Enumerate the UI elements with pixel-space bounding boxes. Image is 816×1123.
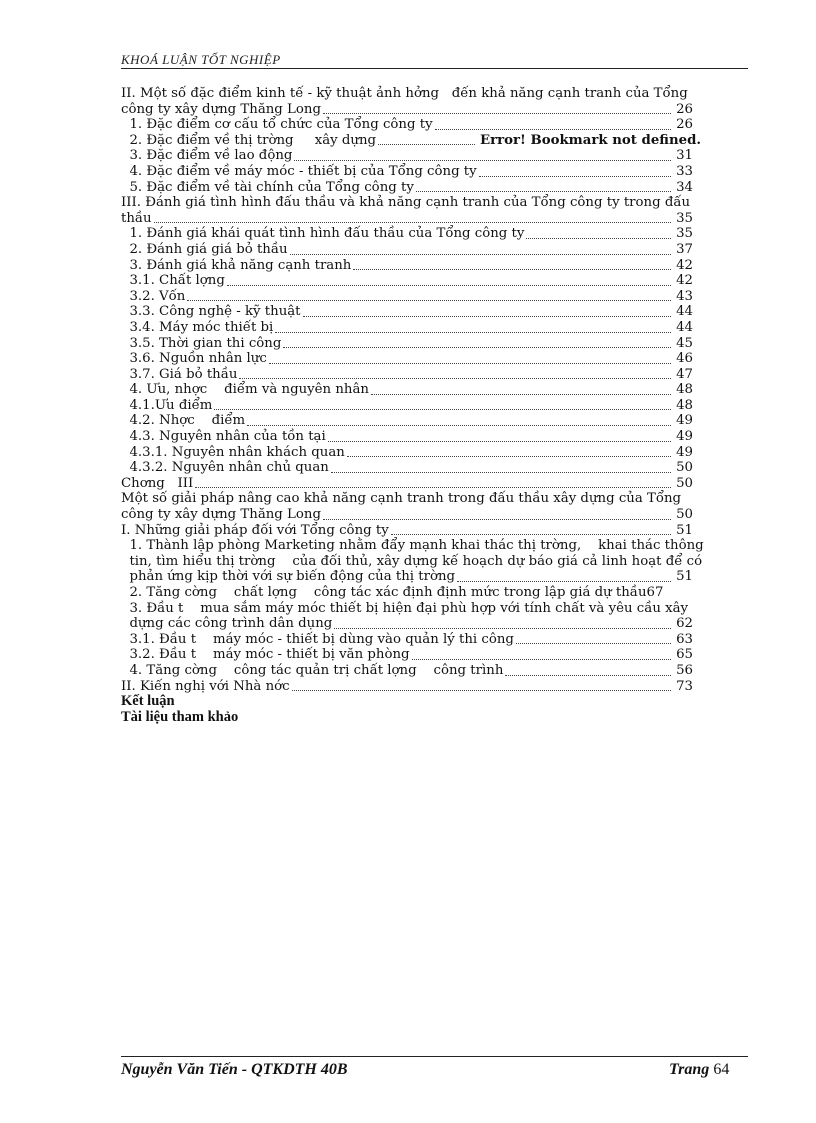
toc-leader-dots	[239, 378, 671, 379]
toc-conclusion[interactable]: Kết luận	[121, 693, 175, 710]
toc-entry-text: 1. Đặc điểm cơ cấu tổ chức của Tổng công ty	[121, 117, 433, 133]
toc-page-number: 49	[673, 429, 693, 445]
toc-entry-text: 4.3.2. Nguyên nhân chủ quan	[121, 460, 329, 476]
toc-entry[interactable]	[121, 289, 741, 305]
toc-leader-dots	[371, 394, 671, 395]
toc-entry[interactable]	[121, 398, 741, 414]
toc-page-number: 34	[673, 180, 693, 196]
toc-entry[interactable]	[121, 445, 741, 461]
toc-entry[interactable]	[121, 86, 741, 102]
toc-leader-dots	[187, 300, 671, 301]
footer-author: Nguyễn Văn Tiến - QTKDTH 40B	[121, 1061, 348, 1078]
toc-leader-dots	[505, 675, 671, 676]
toc-entry[interactable]	[121, 320, 741, 336]
toc-entry[interactable]	[121, 476, 741, 492]
toc-entry-text: dựng các công trình dân dụng	[121, 616, 333, 632]
toc-entry-text: 4. Đặc điểm về máy móc - thiết bị của Tổng công ty	[121, 163, 477, 179]
toc-entry[interactable]	[121, 367, 741, 383]
footer-page-label: Trang	[669, 1061, 710, 1078]
toc-references[interactable]: Tài liệu tham khảo	[121, 708, 239, 725]
toc-page-number: 62	[673, 616, 693, 632]
toc-entry[interactable]	[121, 616, 741, 632]
toc-entry-text: công ty xây dựng Thăng Long	[121, 507, 321, 523]
toc-entry[interactable]	[121, 102, 741, 118]
toc-entry-text: 4.1.Ưu điểm	[121, 397, 213, 413]
toc-leader-dots	[334, 628, 671, 629]
toc-page-number: 51	[673, 523, 693, 539]
toc-entry[interactable]	[121, 632, 741, 648]
toc-entry[interactable]	[121, 554, 741, 570]
toc-entry[interactable]	[121, 304, 741, 320]
toc-leader-dots	[479, 176, 671, 177]
toc-entry-text: 4. Ưu, nhợc điểm và nguyên nhân	[121, 382, 369, 398]
toc-entry-text: tin, tìm hiểu thị trờng của đối thủ, xây dựng kế hoạch dự báo giá cả linh hoạt để có	[121, 553, 703, 569]
toc-page-number: 45	[673, 336, 693, 352]
toc-leader-dots	[416, 191, 671, 192]
toc-entry[interactable]	[121, 195, 741, 211]
toc-entry[interactable]	[121, 601, 741, 617]
toc-entry-text: 3.3. Công nghệ - kỹ thuật	[121, 304, 301, 320]
toc-page-number: 31	[673, 148, 693, 164]
toc-leader-dots	[214, 409, 671, 410]
toc-leader-dots	[292, 690, 671, 691]
toc-entry[interactable]	[121, 180, 741, 196]
toc-entry-text: 4.2. Nhợc điểm	[121, 413, 246, 429]
toc-entry[interactable]	[121, 491, 741, 507]
toc-entry-text: công ty xây dựng Thăng Long	[121, 101, 321, 117]
toc-leader-dots	[526, 238, 671, 239]
toc-entry-text: 3.5. Thời gian thi công	[121, 335, 282, 351]
toc-page-number: 46	[673, 351, 693, 367]
toc-entry-text: 4.3.1. Nguyên nhân khách quan	[121, 444, 345, 460]
toc-page-number: 43	[673, 289, 693, 305]
toc-leader-dots	[435, 129, 671, 130]
toc-entry-text: II. Một số đặc điểm kinh tế - kỹ thuật ảnh hởng đến khả năng cạnh tranh của Tổng	[121, 86, 688, 101]
toc-leader-dots	[154, 222, 671, 223]
toc-page-number: 35	[673, 211, 693, 227]
toc-page-number: 50	[673, 460, 693, 476]
toc-page-number: 33	[673, 164, 693, 180]
toc-entry-text: 1. Đánh giá khái quát tình hình đấu thầu của Tổng công ty	[121, 226, 525, 242]
toc-entry-text: 3. Đánh giá khả năng cạnh tranh	[121, 257, 352, 273]
toc-leader-dots	[195, 487, 671, 488]
toc-page-number: 48	[673, 382, 693, 398]
toc-leader-dots	[353, 269, 671, 270]
toc-leader-dots	[247, 425, 671, 426]
toc-leader-dots	[323, 113, 671, 114]
toc-leader-dots	[290, 254, 671, 255]
toc-page-number: 42	[673, 258, 693, 274]
toc-entry[interactable]	[121, 336, 741, 352]
toc-entry[interactable]	[121, 538, 741, 554]
toc-entry-text: 5. Đặc điểm về tài chính của Tổng công ty	[121, 179, 414, 195]
toc-leader-dots	[269, 363, 671, 364]
toc-entry[interactable]	[121, 679, 741, 695]
toc-entry-text: 3. Đầu t mua sắm máy móc thiết bị hiện đại phù hợp với tính chất và yêu cầu xây	[121, 600, 689, 616]
toc-leader-dots	[378, 144, 475, 145]
toc-entry-text: 3.6. Nguồn nhân lực	[121, 351, 267, 367]
toc-entry[interactable]	[121, 164, 741, 180]
toc-entry-text: 2. Tăng cờng chất lợng công tác xác định định mức trong lập giá dự thầu67	[121, 585, 664, 600]
footer-page-number: 64	[713, 1061, 730, 1078]
toc-entry[interactable]	[121, 507, 741, 523]
toc-entry-text: III. Đánh giá tình hình đấu thầu và khả năng cạnh tranh của Tổng công ty trong đấu	[121, 195, 691, 211]
toc-page-number: 49	[673, 445, 693, 461]
toc-leader-dots	[227, 285, 671, 286]
header-divider	[121, 68, 748, 69]
toc-entry-text: thầu	[121, 210, 152, 226]
toc-leader-dots	[516, 643, 671, 644]
toc-entry-text: 2. Đánh giá giá bỏ thầu	[121, 241, 288, 257]
toc-entry-text: 3.2. Vốn	[121, 288, 186, 304]
toc-entry-text: 3.1. Đầu t máy móc - thiết bị dùng vào quản lý thi công	[121, 631, 514, 647]
table-of-contents	[121, 86, 741, 725]
footer-page	[669, 1061, 729, 1079]
toc-page-number: 35	[673, 226, 693, 242]
toc-entry[interactable]	[121, 117, 741, 133]
toc-page-number: 65	[673, 647, 693, 663]
toc-page-number: 51	[673, 569, 693, 585]
toc-leader-dots	[283, 347, 671, 348]
toc-page-number: 37	[673, 242, 693, 258]
toc-entry[interactable]	[121, 647, 741, 663]
toc-entry[interactable]	[121, 429, 741, 445]
toc-entry[interactable]	[121, 133, 741, 149]
toc-page-number: 26	[673, 117, 693, 133]
toc-page-number: 50	[673, 476, 693, 492]
toc-entry[interactable]	[121, 351, 741, 367]
toc-entry[interactable]	[121, 585, 741, 601]
toc-entry-text: 1. Thành lập phòng Marketing nhằm đẩy mạnh khai thác thị trờng, khai thác thông	[121, 538, 704, 554]
toc-entry[interactable]	[121, 523, 741, 539]
toc-entry[interactable]	[121, 273, 741, 289]
toc-page-number: 56	[673, 663, 693, 679]
toc-entry-text: 3.1. Chất lợng	[121, 273, 225, 289]
toc-leader-dots	[275, 332, 671, 333]
toc-leader-dots	[294, 160, 671, 161]
toc-entry-text: 4.3. Nguyên nhân của tồn tại	[121, 429, 326, 445]
toc-page-number: 42	[673, 273, 693, 289]
toc-entry[interactable]	[121, 211, 741, 227]
toc-page-number: 73	[673, 679, 693, 695]
toc-page-number: 48	[673, 398, 693, 414]
toc-entry[interactable]	[121, 148, 741, 164]
toc-page-number: 44	[673, 320, 693, 336]
toc-page-number: 50	[673, 507, 693, 523]
toc-bookmark-error: Error! Bookmark not defined.	[477, 133, 701, 149]
toc-leader-dots	[303, 316, 671, 317]
toc-entry[interactable]	[121, 258, 741, 274]
footer-divider	[121, 1056, 748, 1057]
toc-page-number: 47	[673, 367, 693, 383]
toc-entry[interactable]	[121, 569, 741, 585]
toc-leader-dots	[331, 472, 671, 473]
toc-entry-text: phản ứng kịp thời với sự biến động của thị trờng	[121, 569, 456, 585]
toc-entry[interactable]	[121, 460, 741, 476]
toc-leader-dots	[328, 441, 671, 442]
toc-entry[interactable]	[121, 226, 741, 242]
toc-entry[interactable]	[121, 663, 741, 679]
toc-entry-text: II. Kiến nghị với Nhà nớc	[121, 678, 290, 694]
toc-leader-dots	[323, 519, 671, 520]
toc-entry-text: I. Những giải pháp đối với Tổng công ty	[121, 522, 389, 538]
toc-leader-dots	[457, 581, 671, 582]
page-header: KHOÁ LUẬN TỐT NGHIỆP	[121, 52, 281, 67]
toc-leader-dots	[391, 534, 671, 535]
toc-entry-text: 4. Tăng cờng công tác quản trị chất lợng công trình	[121, 662, 504, 678]
toc-entry-text: 3. Đặc điểm về lao động	[121, 148, 293, 164]
toc-entry[interactable]	[121, 413, 741, 429]
toc-page-number: 49	[673, 413, 693, 429]
toc-leader-dots	[412, 659, 671, 660]
toc-entry-text: 2. Đặc điểm về thị trờng xây dựng	[121, 132, 377, 148]
toc-entry-text: 3.2. Đầu t máy móc - thiết bị văn phòng	[121, 647, 410, 663]
toc-leader-dots	[347, 456, 671, 457]
toc-entry-text: Một số giải pháp nâng cao khả năng cạnh tranh trong đấu thầu xây dựng của Tổng	[121, 491, 682, 507]
toc-page-number: 26	[673, 102, 693, 118]
toc-page-number: 63	[673, 632, 693, 648]
toc-entry-text: Chơng III	[121, 475, 194, 491]
toc-entry[interactable]	[121, 382, 741, 398]
toc-page-number: 44	[673, 304, 693, 320]
toc-entry-text: 3.7. Giá bỏ thầu	[121, 366, 238, 382]
toc-entry[interactable]	[121, 242, 741, 258]
toc-entry-text: 3.4. Máy móc thiết bị	[121, 319, 274, 335]
